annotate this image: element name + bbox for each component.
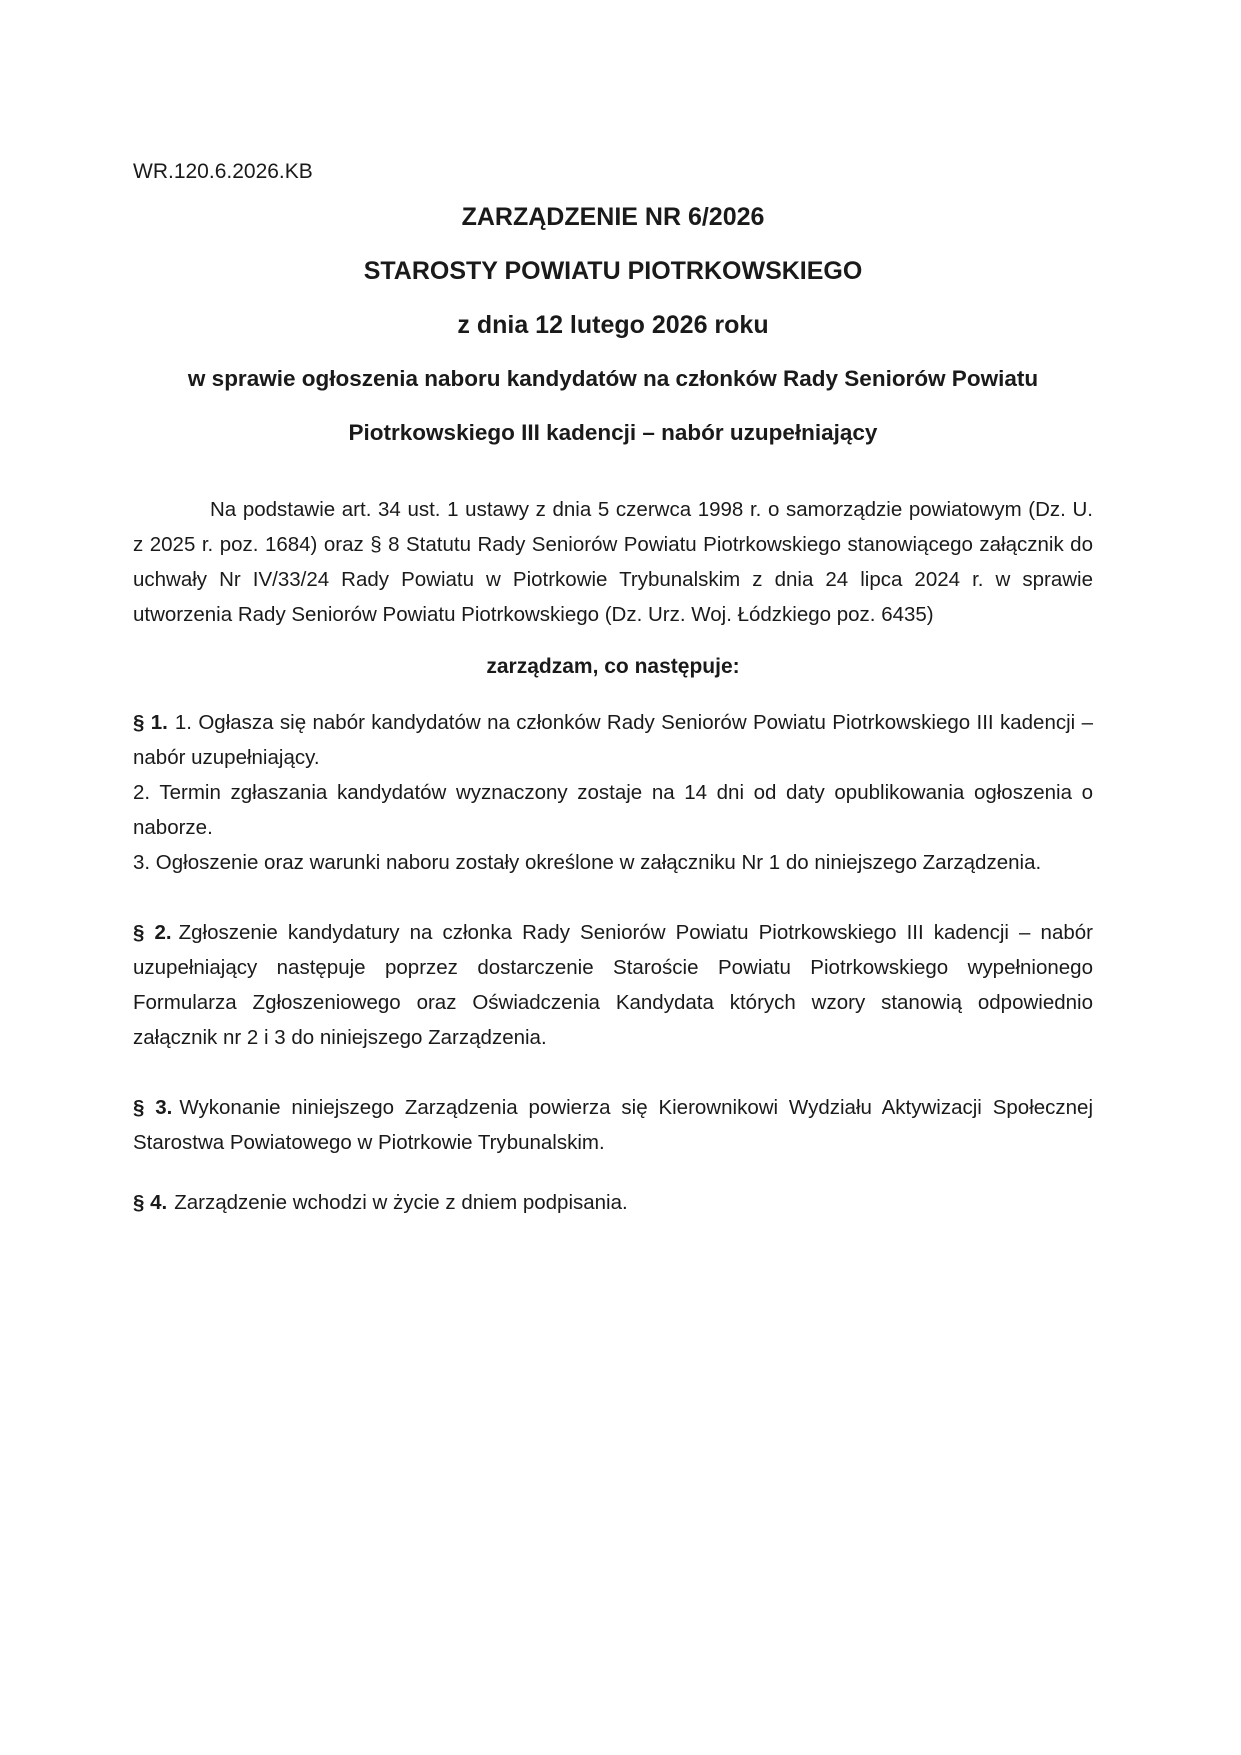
case-reference-number: WR.120.6.2026.KB — [133, 160, 313, 183]
section-paragraph — [133, 915, 1093, 1055]
section-par-3 — [133, 1090, 1093, 1160]
section-par-1 — [133, 705, 1093, 880]
section-2-label: § 2. — [133, 921, 172, 944]
section-par-2 — [133, 915, 1093, 1055]
section-par-4 — [133, 1185, 1093, 1220]
section-2-text: Zgłoszenie kandydatury na członka Rady Seniorów Powiatu Piotrkowskiego III kadencji – nabór uzupełniający następuje poprzez dostarczenie Staroście Powiatu Piotrkowskiego wypełnionego Formularza Zgłoszeniowego oraz Oświadczenia Kandydata których wzory stanowią odpowiednio załącznik nr 2 i 3 do niniejszego Zarządzenia. — [133, 921, 1093, 1049]
section-1-text-3: 3. Ogłoszenie oraz warunki naboru zostały określone w załączniku Nr 1 do niniejszego Zarządzenia. — [133, 851, 1042, 874]
document-heading — [133, 190, 1093, 460]
section-1-label: § 1. — [133, 711, 168, 734]
order-title-date: z dnia 12 lutego 2026 roku — [457, 311, 769, 339]
section-1-text-2: 2. Termin zgłaszania kandydatów wyznaczony zostaje na 14 dni od daty opublikowania ogłoszenia o naborze. — [133, 781, 1093, 839]
order-subject-line-2: Piotrkowskiego III kadencji – nabór uzupełniający — [348, 420, 878, 445]
order-subject-line-1: w sprawie ogłoszenia naboru kandydatów na członków Rady Seniorów Powiatu — [187, 366, 1039, 391]
order-title-authority: STAROSTY POWIATU PIOTRKOWSKIEGO — [363, 257, 863, 285]
legal-basis-preamble: Na podstawie art. 34 ust. 1 ustawy z dnia 5 czerwca 1998 r. o samorządzie powiatowym (Dz. U. z 2025 r. poz. 1684) oraz § 8 Statutu Rady Seniorów Powiatu Piotrkowskiego stanowiącego załącznik do uchwały Nr IV/33/24 Rady Powiatu w Piotrkowie Trybunalskim z dnia 24 lipca 2024 r. w sprawie utworzenia Rady Seniorów Powiatu Piotrkowskiego (Dz. Urz. Woj. Łódzkiego poz. 6435) — [133, 498, 1093, 626]
section-3-label: § 3. — [133, 1096, 173, 1119]
section-paragraph — [133, 1185, 1093, 1220]
section-4-text: Zarządzenie wchodzi w życie z dniem podpisania. — [174, 1191, 628, 1214]
section-paragraph — [133, 1090, 1093, 1160]
section-3-text: Wykonanie niniejszego Zarządzenia powierza się Kierownikowi Wydziału Aktywizacji Społecznej Starostwa Powiatowego w Piotrkowie Trybunalskim. — [133, 1096, 1094, 1154]
section-paragraph — [133, 705, 1093, 775]
section-1-text-1: 1. Ogłasza się nabór kandydatów na członków Rady Seniorów Powiatu Piotrkowskiego III kadencji – nabór uzupełniający. — [133, 711, 1093, 769]
decree-phrase: zarządzam, co następuje: — [486, 655, 740, 678]
section-4-label: § 4. — [133, 1191, 168, 1214]
order-title-number: ZARZĄDZENIE NR 6/2026 — [461, 203, 765, 231]
